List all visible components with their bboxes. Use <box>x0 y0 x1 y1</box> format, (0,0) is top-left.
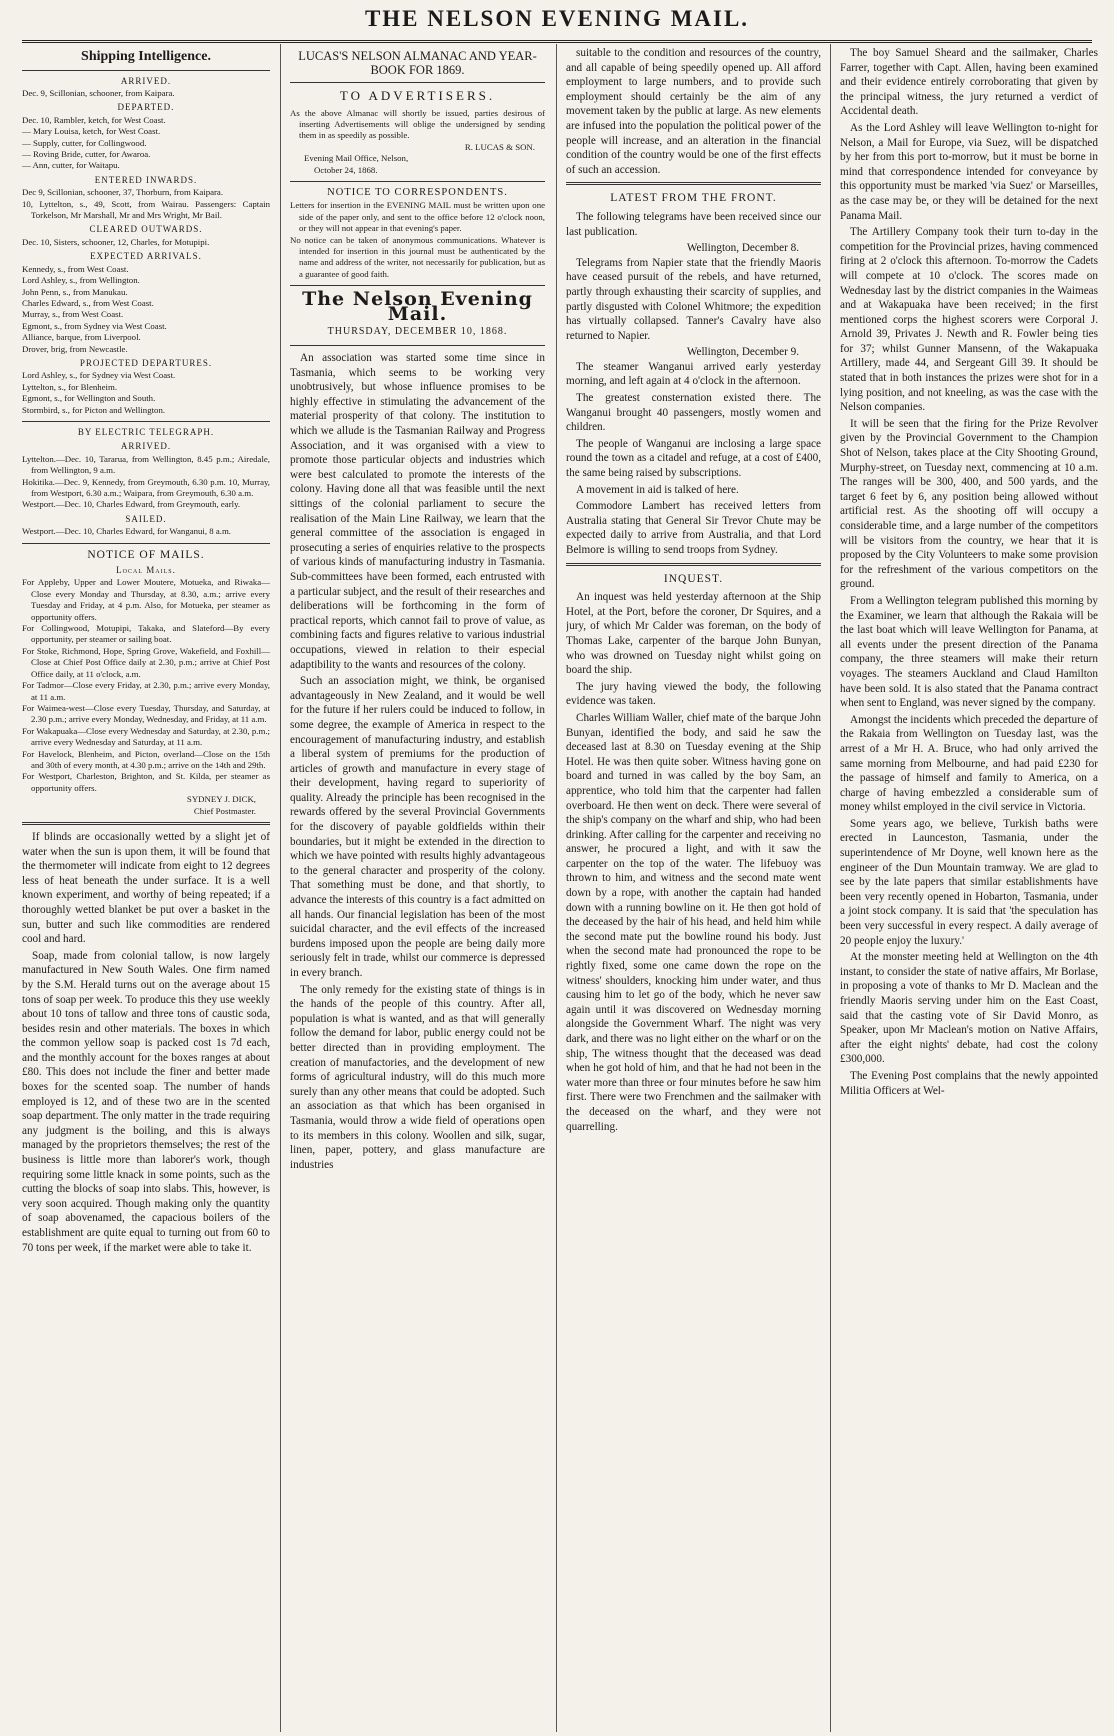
column-rule <box>280 44 281 1732</box>
front-intro: The following telegrams have been received since our last publication. <box>566 210 821 238</box>
to-advertisers-heading: TO ADVERTISERS. <box>339 88 496 103</box>
dateline-place: Wellington, December 9. <box>686 346 799 359</box>
inquest-paragraph: The jury having viewed the body, the following evidence was taken. <box>566 680 821 708</box>
paragraph: The Artillery Company took their turn to-day in the competition for the Provincial prizes, having commenced firing at 2 o'clock this afternoon. To-morrow the Cadets will compete at 10 o'clock. The scores made on Wednesday last by the district companies in the Waimeas and at Wakapuaka have been received; in the first mentioned corps the highest scorers were Corporal J. Arnold 39, Privates J. Newth and R. Fowler being ties for 37; whilst Gunner Mansenn, of the Wakapuaka Artillery, made 44, and Sergeant Gill 39. It should be stated that in both instances the prizes were shot for in a lying position, and not kneeling, as was the case with the Nelson companies. <box>840 226 1098 414</box>
divider <box>290 285 545 286</box>
paragraph: Lord Ashley, s., for Sydney via West Coast. <box>22 370 176 381</box>
paragraph: — Ann, cutter, for Waitapu. <box>22 160 120 171</box>
front-heading: LATEST FROM THE FRONT. <box>610 192 777 205</box>
paragraph: Dec. 10, Sisters, schooner, 12, Charles, for Motupipi. <box>22 236 210 247</box>
paragraph: Dec 9, Scillonian, schooner, 37, Thorburn, from Kaipara. <box>22 187 224 198</box>
paragraph: The only remedy for the existing state of things is in the hands of the people of this country. After all, population is what is wanted, and as that will generally follow the demand for labor, public energy could not be better directed than in providing employment. The creation of manufactories, and the development of new forms of agricultural industry, will do this much more surely than any other means that could be adopted. Such an association as that which has been organised in Tasmania, would throw a wide field of operations open to its members in this colony. Woollen and silk, sugar, linen, paper, pottery, and glass manufacture are industries <box>290 983 545 1171</box>
paragraph: 10, Lyttelton, s., 49, Scott, from Wairau. Passengers: Captain Torkelson, Mr Marshall, Mr and Mrs Wright, Mr Bail. <box>22 198 270 221</box>
paragraph: Egmont, s., for Wellington and South. <box>22 393 156 404</box>
masthead: THE NELSON EVENING MAIL. <box>364 6 750 31</box>
paragraph: For Collingwood, Motupipi, Takaka, and Slateford—By every opportunity, per steamer or sailing boat. <box>22 623 270 645</box>
mail-list <box>22 577 270 794</box>
dateline: THURSDAY, DECEMBER 10, 1868. <box>327 326 508 338</box>
correspondents-text: Letters for insertion in the EVENING MAIL must be written upon one side of the paper only, and sent to the office before 12 o'clock noon, or they will not appear in that evening's paper. <box>290 200 545 234</box>
editorial-continued: suitable to the condition and resources of the country, and all capable of being speedily opened up. All afford employment to large numbers, and to provide such employment should certainly be the aim of any movement taken by the public at large. As new elements are infused into the population the political power of the people will increase, and an alteration in the financial condition of the country would be one of the first effects of such an accession. <box>566 47 821 176</box>
paragraph: — Roving Bride, cutter, for Awaroa. <box>22 149 151 160</box>
dateline-place: Wellington, December 8. <box>686 242 799 255</box>
paragraph: Lord Ashley, s., from Wellington. <box>22 275 140 286</box>
nameplate: The Nelson Evening Mail. <box>302 288 533 325</box>
almanac-body: As the above Almanac will shortly be issued, parties desirous of inserting Advertisements will oblige the undersigned by sending them in as speedily as possible. <box>290 107 545 141</box>
section-label: ARRIVED. <box>120 75 172 86</box>
front-paragraph: The people of Wanganui are inclosing a large space round the town as a citadel and refuge, at a cost of £400, the same being raised by subscriptions. <box>566 437 821 480</box>
column-rule <box>556 44 557 1732</box>
divider <box>22 822 270 825</box>
paragraph: Westport.—Dec. 10, Charles Edward, for Wanganui, 8 a.m. <box>22 526 232 537</box>
inquest-heading: INQUEST. <box>663 572 724 585</box>
postmaster-name: SYDNEY J. DICK, <box>186 794 256 805</box>
column-rule <box>830 44 831 1732</box>
paragraph: Hokitika.—Dec. 9, Kennedy, from Greymouth, 6.30 p.m. 10, Murray, from Westport, 6.30 a.m.; Waipara, from Greymouth, 6.30 a.m. <box>22 476 270 498</box>
paragraph: Westport.—Dec. 10, Charles Edward, from Greymouth, early. <box>22 499 241 510</box>
shipping-title: Shipping Intelligence. <box>81 49 211 64</box>
correspondents-text: No notice can be taken of anonymous communications. Whatever is intended for insertion in this journal must be authenticated by the name and address of the writer, not necessarily for publication, but as a guarantee of good faith. <box>290 234 545 279</box>
paragraph: Dec. 10, Rambler, ketch, for West Coast. <box>22 114 166 125</box>
ship-list <box>22 88 270 99</box>
column-2 <box>290 46 545 1730</box>
ship-list <box>22 526 270 537</box>
paragraph: For Wakapuaka—Close every Wednesday and Saturday, at 2.30, p.m.; arrive every Wednesday and Saturday, at 11 a.m. <box>22 725 270 748</box>
paragraph: — Supply, cutter, for Collingwood. <box>22 137 147 148</box>
paragraph: Lyttelton, s., for Blenheim. <box>22 381 118 392</box>
mails-heading: NOTICE OF MAILS. <box>87 548 205 561</box>
divider <box>22 543 270 544</box>
inquest-paragraph: An inquest was held yesterday afternoon at the Ship Hotel, at the Port, before the coroner, Dr Squires, and a jury, of which Mr Calder was foreman, on the body of Thomas Lake, carpenter of the barque John Bunyan, who was drowned on Tuesday night whilst going on board the ship. <box>566 591 821 677</box>
inquest-paragraph: Charles William Waller, chief mate of the barque John Bunyan, identified the body, and said he saw the deceased last at 8.30 on Tuesday evening at the Ship Hotel. He was then quite sober. Witness having gone on board and turned in was called by the boy Sam, an apprentice, who told him that the carpenter had fallen overboard. He then went on deck. There were several of the ship's company on the wharf and ship, who had been drinking. After calling for the carpenter and receiving no answer, he procured a light, and with it saw the carpenter on the top of the water. The lifebuoy was thrown to him, and witness and the second mate went down by a rope, with another the captain had handed down with a running bowline on it. He then got hold of the deceased by the hair of his head, and held him while the second mate put the bowline round his body. Just when the second mate had pronounced the rope to be rightly fixed, some one came down the rope on the witness' shoulders, knocking him under water, and thus causing him to let go of the body, which he never saw again until it was discovered on Wednesday morning alongside the Government Wharf. The night was very dark, and there was no light either on the wharf or on the ship, The witness thought that the deceased was dead when he got hold of him, and that he had not been in the water more than three or four minutes before he saw him first. There were two Frenchmen and the sailmaker with the deceased on the wharf, and they were not quarrelling. <box>566 711 821 1133</box>
front-paragraph: The steamer Wanganui arrived early yesterday morning, and left again at 4 o'clock in the afternoon. <box>566 360 821 388</box>
section-label: BY ELECTRIC TELEGRAPH. <box>77 426 215 437</box>
paragraph: Charles Edward, s., from West Coast. <box>22 297 154 308</box>
paragraph: For Havelock, Blenheim, and Picton, overland—Close on the 15th and 30th of every month, at 4.30 p.m.; arrive on the 14th and 29th. <box>22 748 270 770</box>
divider <box>566 182 821 185</box>
almanac-title: LUCAS'S NELSON ALMANAC AND YEAR-BOOK FOR 1869. <box>298 49 537 77</box>
almanac-date: October 24, 1868. <box>314 164 378 175</box>
ship-list <box>22 187 270 221</box>
divider <box>22 421 270 422</box>
ship-list <box>22 264 270 355</box>
front-paragraph: Commodore Lambert has received letters from Australia stating that General Sir Trevor Chute may be expected daily to arrive from Australia, and that Lord Belmore is willing to send troops from Sydney. <box>566 500 821 556</box>
paragraph: The boy Samuel Sheard and the sailmaker, Charles Farrer, together with Capt. Allen, having been examined and their evidence entirely corroborating that given by the principal witness, the jury returned a verdict of Accidental death. <box>840 47 1098 118</box>
paragraph: Some years ago, we believe, Turkish baths were erected in Launceston, Tasmania, under the superintendence of Mr Doyne, well known here as the engineer of the Dun Mountain tramway. We are glad to see by the late papers that similar establishments have been very recently opened in Hobarton, Tasmania, under a joint stock company. It is said that 'the speculation has been very successful in every respect. A daily average of 20 people enjoy the luxury.' <box>840 817 1098 947</box>
paragraph: From a Wellington telegram published this morning by the Examiner, we learn that although the Rakaia will be the last boat which will leave Wellington for Panama, at all events under the present direction of the Panama company, the three steamers will make their return voyages. The steamers Auckland and Claud Hamilton have been sold. It is also stated that the Panama contract when sent to England, was never signed by the company. <box>840 594 1098 710</box>
front-paragraph: The greatest consternation existed there. The Wanganui brought 40 passengers, mostly women and children. <box>566 392 821 434</box>
ship-list <box>22 454 270 511</box>
paragraph: Alliance, barque, from Liverpool. <box>22 332 141 343</box>
correspondents-heading: NOTICE TO CORRESPONDENTS. <box>327 187 508 199</box>
ship-list <box>22 370 270 416</box>
paragraph: The Evening Post complains that the newly appointed Militia Officers at Wel- <box>840 1069 1098 1097</box>
paragraph: John Penn, s., from Manukau. <box>22 286 128 297</box>
column-3 <box>566 46 821 1730</box>
divider <box>290 82 545 83</box>
masthead-rule <box>22 40 1092 43</box>
section-label: ARRIVED. <box>120 441 172 452</box>
paragraph: Murray, s., from West Coast. <box>22 309 124 320</box>
paragraph: If blinds are occasionally wetted by a slight jet of water when the sun is upon them, it will be found that the thermometer will indicate from eight to 12 degrees less of heat beneath the under surface. It is a well known experiment, and worthy of being repeated; if a thoroughly wetted blanket be put over a basket in the sun, butter and such like commodities are rendered cool and hard. <box>22 830 270 946</box>
paragraph: — Mary Louisa, ketch, for West Coast. <box>22 126 161 137</box>
postmaster-title: Chief Postmaster. <box>193 805 256 816</box>
front-paragraph: A movement in aid is talked of here. <box>576 483 739 496</box>
section-label: CLEARED OUTWARDS. <box>89 224 203 235</box>
paragraph: Such an association might, we think, be organised advantageously in New Zealand, and it would be well for the future if her rulers could be induced to follow, in some degree, the example of America in respect to the encouragement of manufacturing industry, and establish a liberal system of premiums for the production of articles of growth and manufacture in every stage of their development, having regard to superiority of quality. Already the principle has been recognised in the rewards offered by the several Provincial Governments for the discovery of payable goldfields within their boundaries, but it might be extended in the direction to which we have pointed with results highly advantageous to the general character and prosperity of the colony. That something must be done, and that shortly, to advance the interests of this country is a fact admitted on all hands. Our financial legislation has been of the most suicidal character, and the evil effects of the increased burdens imposed upon the people are being daily more seriously felt in trade, whilst our commerce is depressed in every branch. <box>290 675 545 979</box>
paragraph: Drover, brig, from Newcastle. <box>22 343 128 354</box>
almanac-office: Evening Mail Office, Nelson, <box>304 153 409 164</box>
divider <box>290 345 545 346</box>
section-label: ENTERED INWARDS. <box>94 174 198 185</box>
section-label: EXPECTED ARRIVALS. <box>90 251 202 262</box>
paragraph: At the monster meeting held at Wellington on the 4th instant, to consider the state of native affairs, Mr Borlase, in proposing a vote of thanks to Mr D. Maclean and the friendly Maoris serving under him on the East Coast, said that the casting vote of Sir David Monro, as Speaker, upon Mr Maclean's motion on Native Affairs, after the eight nights' debate, had cost the colony £300,000. <box>840 951 1098 1066</box>
paragraph: For Westport, Charleston, Brighton, and St. Kilda, per steamer as opportunity offers. <box>22 771 270 793</box>
editorial-paragraphs <box>290 351 545 1172</box>
front-paragraph: Telegrams from Napier state that the friendly Maoris have ceased pursuit of the rebels, and have returned, partly through exhausting their scarcity of supplies, and partly disgusted with Colonel Whitmore; the expedition has virtually collapsed. Tanner's Cavalry have also returned to Napier. <box>566 256 821 342</box>
news-paragraphs <box>840 46 1098 1098</box>
paragraph: An association was started some time since in Tasmania, which seems to be working very unobtrusively, but whose influence promises to be highly effective in stimulating the advancement of the material prosperity of that colony. The institution to which we allude is the Tasmanian Railway and Progress Association, and it was organised with a view to promote those particular objects and industries which were best calculated to promote the interests of the colony. Having done all that was feasible until the next sittings of the colonial parliament to secure the realisation of the Main Line Railway, we learn that the general committee of the association is engaged in prosecuting a series of enquiries relative to the prospects of various kinds of manufacturing industry in Tasmania. Sub-committees have been formed, each entrusted with a particular subject, and the result of their researches and deliberations will be forthcoming in the form of practical reports, which cannot fail to prove of value, as combining facts and figures relative to various industrial occupations, viewed in relation to their especial adaptibility to the wants and resources of the colony. <box>290 352 545 671</box>
paragraph: It will be seen that the firing for the Prize Revolver given by the Provincial Government to the Champion Shot of Nelson, takes place at the City Shooting Ground, Murphy-street, on Tuesday next, commencing at 10 a.m. The ranges will be 300, 400, and 500 yards, and the target 6 feet by 6, any position being allowed without artificial rest. As the shooting off will occupy a considerable time, and a large number of the competitors will be visitors from the country, we hear that it is proposed by the City Volunteers to make some provision for the refreshment of the various competitors on the ground. <box>840 417 1098 591</box>
section-label: SAILED. <box>125 513 167 524</box>
paragraph: As the Lord Ashley will leave Wellington to-night for Nelson, a Mail for Europe, via Suez, will be dispatched by her from this port to-morrow, but it must be borne in mind that correspondence intended for conveyance by this opportunity must be marked 'via Suez' or Marseilles, as the case may be, or they will be detained for the next Panama Mail. <box>840 121 1098 222</box>
paragraph: Dec. 9, Scillonian, schooner, from Kaipara. <box>22 88 175 98</box>
paragraph: Soap, made from colonial tallow, is now largely manufactured in New South Wales. One firm named by the S.M. Herald turns out on the average about 15 tons of soap per week. To produce this they use weekly about 10 tons of tallow and three tons of caustic soda, besides resin and other materials. The boxes in which the common yellow soap is packed cost 1s 7d each, and the monthly account for the boxes ranges at about £80. This does not include the finer and better made boxes for the scented soap. The number of hands employed is 12, and of these two are in the scented soap department. The only matter in the trade requiring any judgment is the boiling, and this is always managed by the proprietors themselves; the rest of the business is little more than laborer's work, though requiring some little knack in some points, such as the cutting the blocks of soap into slabs. This, however, is very soon acquired. Though making only the quantity of soap abovenamed, the capacious boilers of the establishment are quite equal to turning out from 60 to 70 tons per week, if the market were able to take it. <box>22 949 270 1254</box>
section-label: Local Mails. <box>116 565 176 576</box>
paragraph: For Stoke, Richmond, Hope, Spring Grove, Wakefield, and Foxhill—Close at Chief Post Office daily at 2.30, p.m.; arrive at Chief Post Office daily, at 11 o'clock, a.m. <box>22 645 270 679</box>
paragraph: For Waimea-west—Close every Tuesday, Thursday, and Saturday, at 2.30 p.m.; arrive every Monday, Wednesday, and Friday, at 11 a.m. <box>22 702 270 725</box>
paragraph: Kennedy, s., from West Coast. <box>22 263 129 274</box>
section-label: DEPARTED. <box>117 102 175 113</box>
ship-list <box>22 237 270 248</box>
almanac-signature: R. LUCAS & SON. <box>464 141 535 152</box>
column-4 <box>840 46 1098 1730</box>
paragraph: For Appleby, Upper and Lower Moutere, Motueka, and Riwaka—Close every Monday and Thursday, at 8.30, a.m.; arrive every Tuesday and Friday, at 4 p.m. Also, for Motueka, per steamer as opportunity offers. <box>22 577 270 622</box>
paragraph: Lyttelton.—Dec. 10, Tararua, from Wellington, 8.45 p.m.; Airedale, from Wellington, 9 a.m. <box>22 453 270 476</box>
paragraph: For Tadmor—Close every Friday, at 2.30, p.m.; arrive every Monday, at 11 a.m. <box>22 680 270 702</box>
paragraph: Amongst the incidents which preceded the departure of the Rakaia from Wellington on Tuesday last, was the arrest of a Mr H. A. Bruce, who had only arrived the same morning from Melbourne, and had paid £230 for the passage of himself and family to America, on a charge of having embezzled a considerable sum of money whilst employed in the civil service in Victoria. <box>840 713 1098 814</box>
column-1 <box>22 46 270 1730</box>
paragraph: Stormbird, s., for Picton and Wellington. <box>22 404 166 415</box>
divider <box>566 563 821 566</box>
ship-list <box>22 115 270 172</box>
section-label: PROJECTED DEPARTURES. <box>79 357 213 368</box>
divider <box>22 70 270 71</box>
paragraph: Egmont, s., from Sydney via West Coast. <box>22 320 167 331</box>
article-paragraphs <box>22 830 270 1255</box>
divider <box>290 181 545 182</box>
